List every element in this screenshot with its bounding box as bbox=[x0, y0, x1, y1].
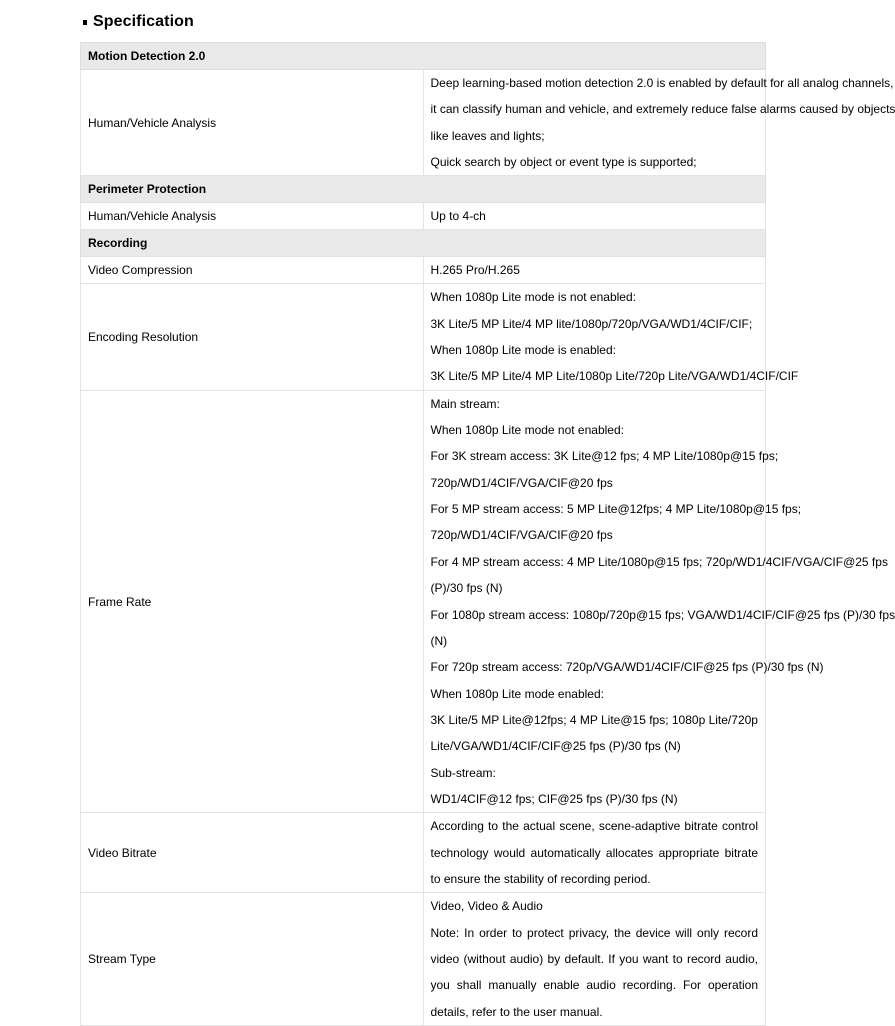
row-value: H.265 Pro/H.265 bbox=[423, 257, 766, 284]
row-value bbox=[423, 70, 895, 176]
section-row bbox=[81, 43, 766, 70]
spec-table bbox=[80, 42, 895, 1026]
value-line: (P)/30 fps (N) bbox=[430, 581, 503, 596]
row-value bbox=[423, 284, 799, 390]
row-label: Encoding Resolution bbox=[81, 284, 424, 390]
row-label: Stream Type bbox=[81, 893, 424, 1026]
value-paragraph: According to the actual scene, scene-adaptive bitrate control technology would automatically allocates appropriate bitrate to ensure the stability of recording period. bbox=[430, 819, 758, 886]
table-row bbox=[81, 390, 766, 813]
row-label: Video Compression bbox=[81, 257, 424, 284]
value-line: Deep learning-based motion detection 2.0 is enabled by default for all analog channels, bbox=[430, 76, 894, 90]
value-line: When 1080p Lite mode not enabled: bbox=[430, 423, 624, 438]
table-row bbox=[81, 257, 766, 284]
table-row bbox=[81, 813, 766, 893]
table-row bbox=[81, 70, 766, 176]
row-label: Video Bitrate bbox=[81, 813, 424, 893]
value-line: For 3K stream access: 3K Lite@12 fps; 4 MP Lite/1080p@15 fps; bbox=[430, 449, 779, 464]
value-line: For 1080p stream access: 1080p/720p@15 fps; VGA/WD1/4CIF/CIF@25 fps (P)/30 fps bbox=[430, 607, 895, 622]
value-line: When 1080p Lite mode is enabled: bbox=[430, 343, 616, 358]
value-line: 3K Lite/5 MP Lite/4 MP lite/1080p/720p/VGA/WD1/4CIF/CIF; bbox=[430, 316, 753, 331]
row-value bbox=[423, 390, 895, 813]
row-value: Up to 4-ch bbox=[423, 203, 766, 230]
value-line: it can classify human and vehicle, and extremely reduce false alarms caused by objects bbox=[430, 102, 895, 117]
value-line: 720p/WD1/4CIF/VGA/CIF@20 fps bbox=[430, 528, 613, 543]
value-line: 720p/WD1/4CIF/VGA/CIF@20 fps bbox=[430, 475, 613, 490]
bullet-icon bbox=[83, 20, 87, 25]
row-label: Frame Rate bbox=[81, 390, 424, 813]
row-label: Human/Vehicle Analysis bbox=[81, 203, 424, 230]
value-line: When 1080p Lite mode enabled: bbox=[430, 686, 604, 701]
section-title-recording: Recording bbox=[81, 230, 766, 257]
row-value bbox=[423, 893, 766, 1026]
value-line: When 1080p Lite mode is not enabled: bbox=[430, 290, 636, 305]
table-row bbox=[81, 203, 766, 230]
row-label: Human/Vehicle Analysis bbox=[81, 70, 424, 176]
section-title-motion: Motion Detection 2.0 bbox=[81, 43, 766, 70]
value-line: For 5 MP stream access: 5 MP Lite@12fps; 4 MP Lite/1080p@15 fps; bbox=[430, 502, 802, 517]
value-line: Main stream: bbox=[430, 396, 500, 411]
table-row bbox=[81, 893, 766, 1026]
table-row bbox=[81, 284, 766, 390]
value-line: WD1/4CIF@12 fps; CIF@25 fps (P)/30 fps (N) bbox=[430, 791, 678, 806]
value-line: 3K Lite/5 MP Lite@12fps; 4 MP Lite@15 fps; 1080p Lite/720p bbox=[430, 712, 758, 727]
page-title: Specification bbox=[93, 13, 194, 30]
section-row bbox=[81, 176, 766, 203]
value-line: (N) bbox=[430, 633, 448, 648]
value-line: For 720p stream access: 720p/VGA/WD1/4CIF/CIF@25 fps (P)/30 fps (N) bbox=[430, 660, 824, 675]
value-line: For 4 MP stream access: 4 MP Lite/1080p@15 fps; 720p/WD1/4CIF/VGA/CIF@25 fps bbox=[430, 554, 888, 569]
section-title-perimeter: Perimeter Protection bbox=[81, 176, 766, 203]
value-line: Lite/VGA/WD1/4CIF/CIF@25 fps (P)/30 fps (N) bbox=[430, 739, 681, 754]
spec-heading bbox=[83, 10, 194, 34]
value-line: 3K Lite/5 MP Lite/4 MP Lite/1080p Lite/720p Lite/VGA/WD1/4CIF/CIF bbox=[430, 369, 799, 384]
value-line: Sub-stream: bbox=[430, 765, 496, 780]
value-line: Quick search by object or event type is supported; bbox=[430, 155, 697, 170]
value-line: Video, Video & Audio bbox=[430, 899, 543, 914]
section-row bbox=[81, 230, 766, 257]
row-value bbox=[423, 813, 766, 893]
value-line: like leaves and lights; bbox=[430, 128, 545, 143]
value-paragraph: Note: In order to protect privacy, the device will only record video (without audio) by default. If you want to record audio, you shall manually enable audio recording. For operation details, refer to the user manual. bbox=[430, 925, 758, 1019]
